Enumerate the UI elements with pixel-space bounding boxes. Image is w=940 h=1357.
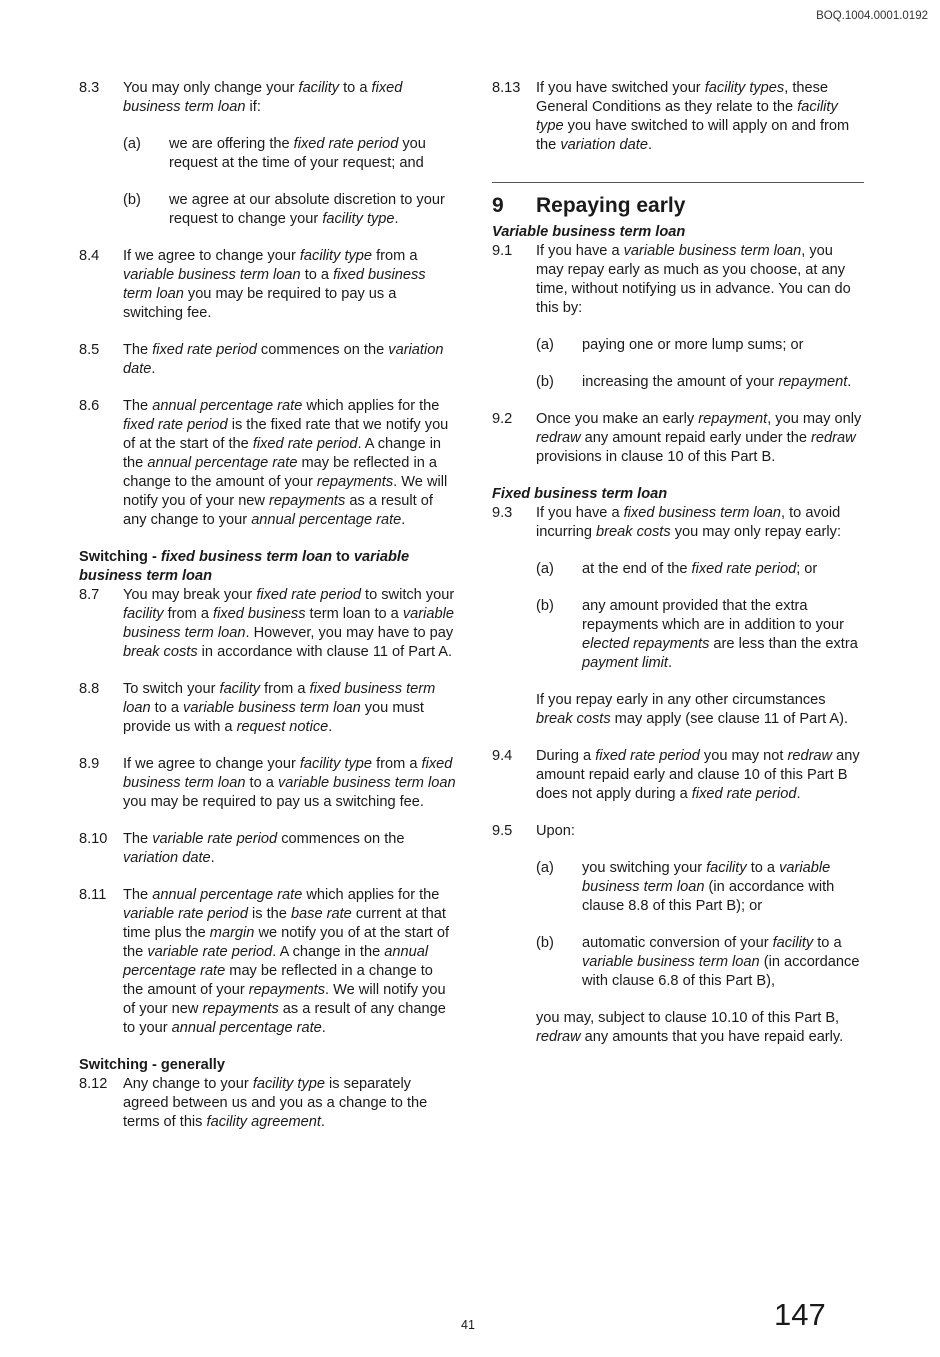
section-number: 9 <box>492 194 504 217</box>
clause-9-5 <box>492 822 864 841</box>
section-divider <box>492 182 864 183</box>
heading-switching-fixed-to-variable: Switching - fixed business term loan to variable business term loan <box>79 549 410 584</box>
clause-8-5 <box>79 341 457 379</box>
clause-9-5-subs <box>492 859 864 1047</box>
sub-clause-b <box>536 373 864 392</box>
heading-switching-generally: Switching - generally <box>79 1057 225 1073</box>
sub-clause-text: increasing the amount of your repayment. <box>582 374 852 390</box>
clause-number: 8.9 <box>79 756 100 772</box>
clause-text: The variable rate period commences on the variation date. <box>123 831 405 866</box>
right-column <box>492 79 864 1065</box>
sub-clause-text: we are offering the fixed rate period you request at the time of your request; and <box>169 136 426 171</box>
sub-clause-text: we agree at our absolute discretion to your request to change your facility type. <box>169 192 445 227</box>
sub-clause-text: you switching your facility to a variable business term loan (in accordance with clause 8.8 of this Part B); or <box>582 860 835 914</box>
clause-text: If we agree to change your facility type from a variable business term loan to a fixed business term loan you may be required to pay us a switching fee. <box>123 248 426 321</box>
clause-number: 9.3 <box>492 505 513 521</box>
clause-text: You may only change your facility to a fixed business term loan if: <box>123 80 403 115</box>
section-title: Repaying early <box>536 194 686 217</box>
clause-number: 8.7 <box>79 587 100 603</box>
sub-clause-label: (a) <box>536 860 554 876</box>
clause-number: 8.12 <box>79 1076 108 1092</box>
subheading-fixed-loan: Fixed business term loan <box>492 486 668 502</box>
sub-clause-label: (a) <box>123 136 141 152</box>
sub-clause-a <box>536 560 864 579</box>
sub-clause-b <box>536 934 864 991</box>
clause-number: 8.4 <box>79 248 100 264</box>
clause-8-3 <box>79 79 457 117</box>
clause-8-7 <box>79 586 457 662</box>
sub-clause-label: (b) <box>123 192 141 208</box>
clause-number: 8.8 <box>79 681 100 697</box>
clause-9-3-subs <box>492 560 864 729</box>
clause-text: The annual percentage rate which applies for the variable rate period is the base rate current at that time plus the margin we notify you of at the start of the variable rate period. A change in the annual percentage rate may be reflected in a change to the amount of your repayments. We will notify you of your new repayments as a result of any change to your annual percentage rate. <box>123 887 450 1036</box>
clause-8-12 <box>79 1075 457 1132</box>
clause-text: The annual percentage rate which applies for the fixed rate period is the fixed rate that we notify you of at the start of the fixed rate period. A change in the annual percentage rate may be reflected in a change to the amount of your repayments. We will notify you of your new repayments as a result of any change to your annual percentage rate. <box>123 398 449 528</box>
clause-text: Upon: <box>536 823 575 839</box>
clause-text: If you have a fixed business term loan, to avoid incurring break costs you may only repay early: <box>536 505 841 540</box>
clause-number: 8.6 <box>79 398 100 414</box>
stamp-number: 147 <box>774 1297 826 1332</box>
clause-8-4 <box>79 247 457 323</box>
sub-clause-label: (a) <box>536 561 554 577</box>
clause-number: 8.10 <box>79 831 108 847</box>
sub-clause-a <box>536 859 864 916</box>
subheading-variable-loan: Variable business term loan <box>492 224 686 240</box>
sub-clause-text: automatic conversion of your facility to a variable business term loan (in accordance with clause 6.8 of this Part B), <box>582 935 860 989</box>
clause-number: 9.5 <box>492 823 513 839</box>
clause-9-4 <box>492 747 864 804</box>
sub-clause-label: (b) <box>536 935 554 951</box>
clause-number: 9.1 <box>492 243 513 259</box>
clause-text: During a fixed rate period you may not redraw any amount repaid early and clause 10 of this Part B does not apply during a fixed rate period. <box>536 748 860 802</box>
clause-8-11 <box>79 886 457 1038</box>
clause-text: Any change to your facility type is separately agreed between us and you as a change to the terms of this facility agreement. <box>123 1076 428 1130</box>
sub-clause-a <box>123 135 457 173</box>
clause-8-3-subs <box>79 135 457 229</box>
sub-clause-text: at the end of the fixed rate period; or <box>582 561 818 577</box>
clause-number: 8.5 <box>79 342 100 358</box>
clause-8-8 <box>79 680 457 737</box>
clause-number: 9.4 <box>492 748 513 764</box>
sub-clause-b <box>123 191 457 229</box>
sub-clause-text: any amount provided that the extra repayments which are in addition to your elected repayments are less than the extra payment limit. <box>582 598 858 671</box>
clause-9-3 <box>492 504 864 542</box>
clause-text: If you have switched your facility types, these General Conditions as they relate to the facility type you have switched to will apply on and from the variation date. <box>536 80 850 153</box>
page-number: 41 <box>461 1318 475 1332</box>
document-id: BOQ.1004.0001.0192 <box>816 10 928 22</box>
clause-8-6 <box>79 397 457 530</box>
clause-8-9 <box>79 755 457 812</box>
clause-text: If we agree to change your facility type from a fixed business term loan to a variable business term loan you may be required to pay us a switching fee. <box>123 756 456 810</box>
sub-clause-label: (b) <box>536 598 554 614</box>
section-heading <box>492 193 864 219</box>
sub-clause-b <box>536 597 864 673</box>
left-column <box>79 79 457 1150</box>
clause-number: 9.2 <box>492 411 513 427</box>
clause-number: 8.3 <box>79 80 100 96</box>
clause-text: The fixed rate period commences on the variation date. <box>123 342 444 377</box>
sub-clause-label: (b) <box>536 374 554 390</box>
clause-8-10 <box>79 830 457 868</box>
clause-text: You may break your fixed rate period to switch your facility from a fixed business term loan to a variable business term loan. However, you may have to pay break costs in accordance with clause 11 of Part A. <box>123 587 455 660</box>
sub-clause-a <box>536 336 864 355</box>
sub-clause-text: paying one or more lump sums; or <box>582 337 804 353</box>
clause-9-1 <box>492 242 864 318</box>
clause-9-2 <box>492 410 864 467</box>
clause-continuation: you may, subject to clause 10.10 of this Part B, redraw any amounts that you have repaid early. <box>536 1010 844 1045</box>
clause-8-13 <box>492 79 864 155</box>
clause-text: Once you make an early repayment, you may only redraw any amount repaid early under the redraw provisions in clause 10 of this Part B. <box>536 411 862 465</box>
clause-number: 8.11 <box>79 887 107 903</box>
sub-clause-label: (a) <box>536 337 554 353</box>
clause-text: To switch your facility from a fixed business term loan to a variable business term loan you must provide us with a request notice. <box>123 681 436 735</box>
clause-number: 8.13 <box>492 80 521 96</box>
clause-9-1-subs <box>492 336 864 392</box>
clause-continuation: If you repay early in any other circumstances break costs may apply (see clause 11 of Part A). <box>536 692 849 727</box>
clause-text: If you have a variable business term loan, you may repay early as much as you choose, at any time, without notifying us in advance. You can do this by: <box>536 243 851 316</box>
